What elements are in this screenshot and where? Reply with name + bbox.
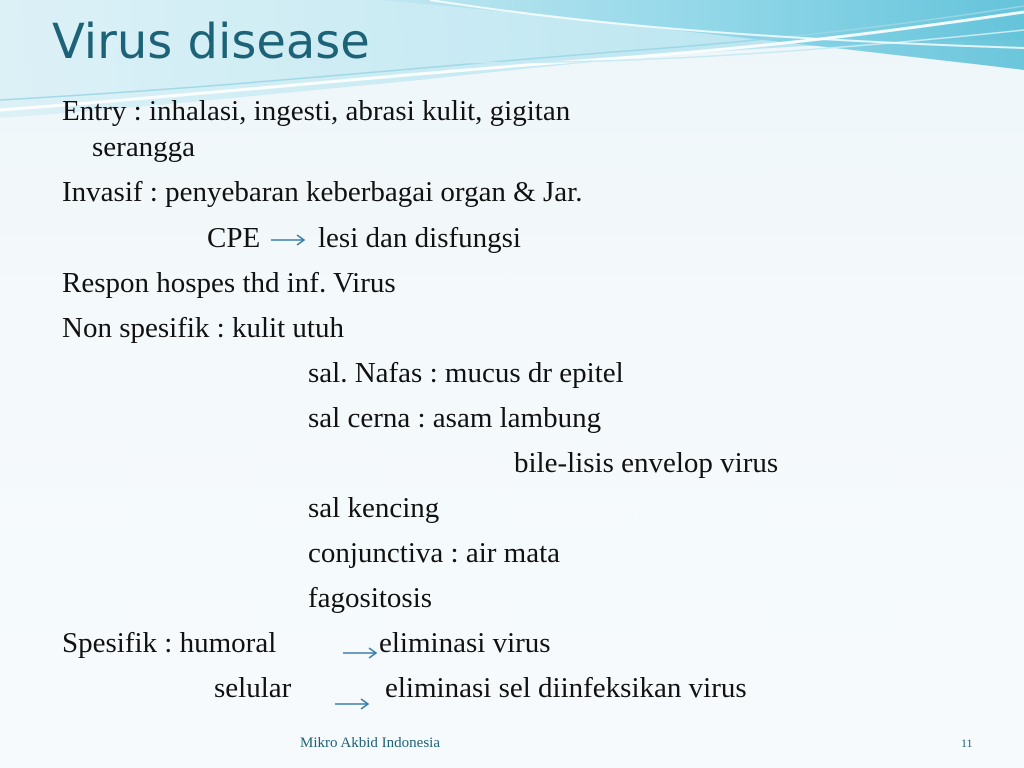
line-spesifik: Spesifik : humoral: [62, 627, 277, 659]
right-arrow-icon: [342, 646, 378, 660]
line-humoral-result: eliminasi virus: [379, 627, 551, 659]
line-bile: bile-lisis envelop virus: [514, 447, 779, 479]
slide-title: Virus disease: [52, 14, 370, 70]
line-selular: selular: [214, 672, 292, 704]
line-cpe-result: lesi dan disfungsi: [318, 222, 521, 254]
line-sal-kencing: sal kencing: [308, 492, 440, 524]
footer-text: Mikro Akbid Indonesia: [300, 735, 440, 751]
line-conjunctiva: conjunctiva : air mata: [308, 537, 561, 569]
line-selular-result: eliminasi sel diinfeksikan virus: [385, 672, 747, 704]
line-non-spesifik: Non spesifik : kulit utuh: [62, 312, 344, 344]
right-arrow-icon: [334, 697, 370, 711]
line-invasif: Invasif : penyebaran keberbagai organ & Jar.: [62, 176, 583, 208]
line-respon: Respon hospes thd inf. Virus: [62, 267, 396, 299]
line-entry: Entry : inhalasi, ingesti, abrasi kulit, gigitan: [62, 95, 571, 127]
line-fagositosis: fagositosis: [308, 582, 433, 614]
line-entry-cont: serangga: [92, 131, 196, 163]
line-cpe: CPE: [207, 222, 261, 254]
line-sal-nafas: sal. Nafas : mucus dr epitel: [308, 357, 624, 389]
page-number: 11: [961, 736, 973, 750]
line-sal-cerna: sal cerna : asam lambung: [308, 402, 602, 434]
right-arrow-icon: [270, 233, 306, 247]
